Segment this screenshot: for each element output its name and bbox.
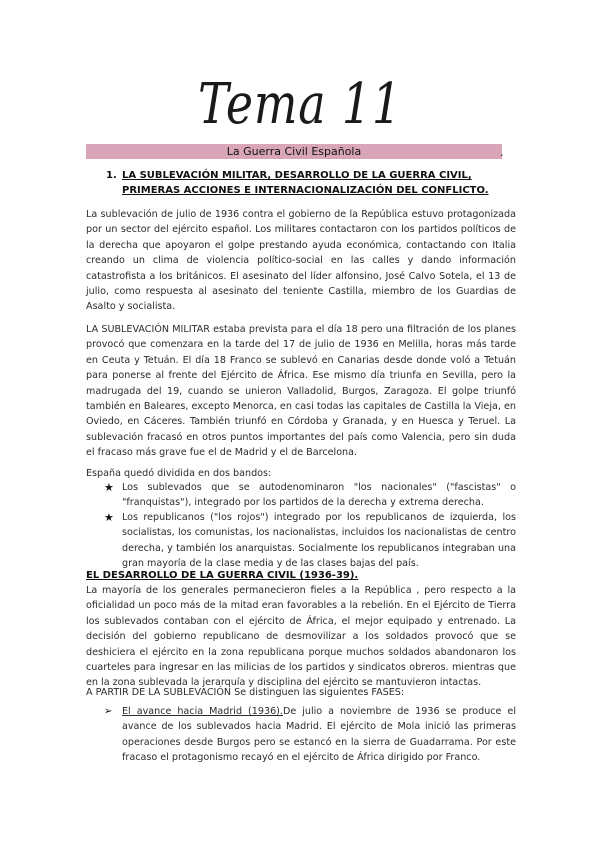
paragraph-fases-intro: A PARTIR DE LA SUBLEVACIÓN Se distinguen las siguientes FASES: [86,687,405,698]
subtitle-band [86,144,502,159]
subtitle-trailing-dot: . [500,146,504,159]
paragraph-sublevacion: LA SUBLEVACIÓN MILITAR estaba prevista para el día 18 pero una filtración de los planes provocó que comenzara en la tarde del 17 de julio de 1936 en Melilla, horas más tarde en Ceuta y Tetuán. El día 18 Franco se sublevó en Canarias desde donde voló a Tetuán para ponerse al frente del Ejército de África. Ese mismo día triunfa en Sevilla, pero la madrugada del 19, cuando se unieron Valladolid, Burgos, Zaragoza. El golpe triunfó también en Baleares, excepto Menorca, en casi todas las capitales de Castilla la Vieja, en Oviedo, en Cáceres. También triunfó en Córdoba y Granada, y en Huesca y Teruel. La sublevación fracasó en otros puntos importantes del país como Valencia, pero sin duda el fracaso más grave fue el de Madrid y el de Barcelona. [86,324,516,459]
page-title: Tema 11 [198,72,402,137]
phase-item-text [122,704,516,766]
phase-item-avance-madrid [104,704,516,766]
subtitle: La Guerra Civil Española [226,145,362,158]
arrow-bullet-icon: ➢ [104,706,113,717]
list-item-text: Los republicanos ("los rojos") integrado por los republicanos de izquierda, los socialistas, los comunistas, los nacionalistas, incluidos los nacionalistas de centro derecha, y también los anarquistas. Socialmente los republicanos integraban una gran mayoría de la clase media y de las clases bajas del país. [122,512,516,570]
phase-item-lead: El avance hacia Madrid (1936). [122,706,283,717]
star-bullet-icon: ★ [104,511,114,524]
phase-item-body: De julio a noviembre de 1936 se produce el avance de los sublevados hacia Madrid. El ejército de Mola inició las primeras operaciones desde Burgos pero se estancó en la sierra de Guadarrama. Por este fracaso el protagonismo recayó en el ejército de África dirigido por Franco. [122,706,516,764]
list-item-republicanos [104,510,516,572]
section-2-heading: EL DESARROLLO DE LA GUERRA CIVIL (1936-39). [86,570,359,581]
section-1-heading-text: LA SUBLEVACIÓN MILITAR, DESARROLLO DE LA GUERRA CIVIL, PRIMERAS ACCIONES E INTERNACIONALIZACIÓN DEL CONFLICTO. [122,170,489,196]
paragraph-ejercito: La mayoría de los generales permanecieron fieles a la República , pero respecto a la oficialidad un poco más de la mitad eran favorables a la rebelión. En el Ejército de Tierra los sublevados contaban con el ejército de África, el mejor equipado y entrenado. La decisión del gobierno republicano de desmovilizar a los soldados provocó que se deshiciera el ejército en la zona republicana porque muchos soldados abandonaron los cuarteles para ingresar en las milicias de los partidos y sindicatos obreros. mientras que en la zona sublevada la jerarquía y disciplina del ejército se mantuvieron intactas. [86,585,516,689]
star-bullet-icon: ★ [104,481,114,494]
list-item-text: Los sublevados que se autodenominaron "los nacionales" ("fascistas" o "franquistas"), integrado por los partidos de la derecha y extrema derecha. [122,482,516,509]
section-1-number: 1. [106,170,117,181]
paragraph-bandos-intro: España quedó dividida en dos bandos: [86,468,272,479]
paragraph-intro: La sublevación de julio de 1936 contra el gobierno de la República estuvo protagonizada por un sector del ejército español. Los militares contactaron con los partidos políticos de la derecha que apoyaron el golpe prestando ayuda económica, contactando con Italia creando un clima de violencia político-social en las calles y dando información catastrofista a los británicos. El asesinato del líder alfonsino, José Calvo Sotela, el 13 de julio, como respuesta al asesinato del teniente Castilla, miembro de los Guardias de Asalto y socialista. [86,209,516,313]
list-item-nacionales [104,480,516,511]
